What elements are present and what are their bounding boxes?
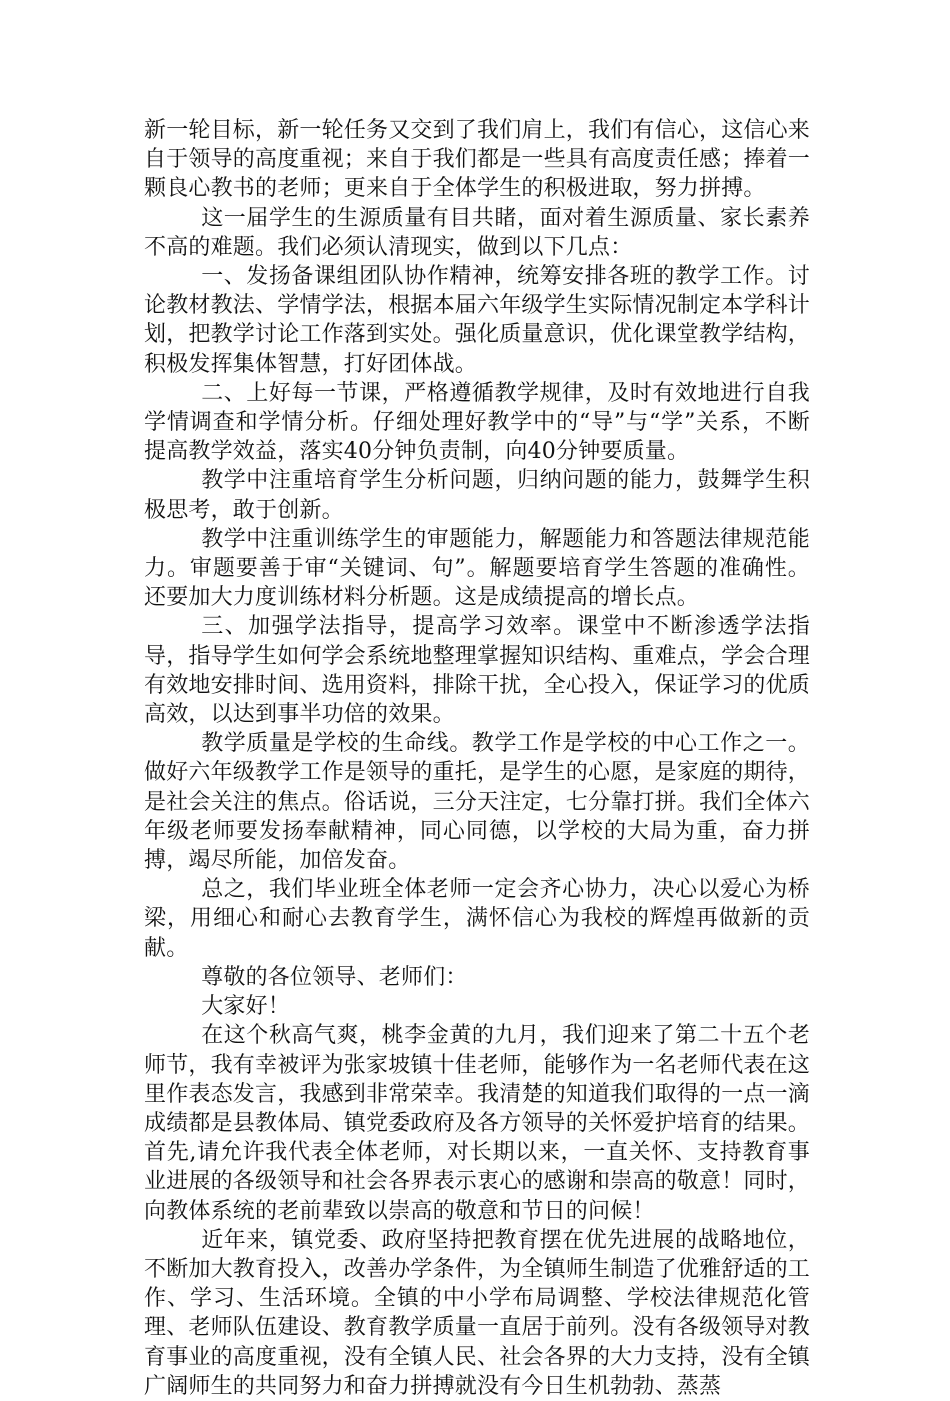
paragraph-intro: 新一轮目标，新一轮任务又交到了我们肩上，我们有信心，这信心来自于领导的高度重视；来自于我们都是一些具有高度责任感；捧着一颗良心教书的老师；更来自于全体学生的积极进取，努力拼搏。 — [144, 118, 811, 202]
paragraph-student-quality: 这一届学生的生源质量有目共睹，面对着生源质量、家长素养不高的难题。我们必须认清现实，做到以下几点： — [144, 205, 810, 260]
paragraph-teaching-quality: 教学质量是学校的生命线。教学工作是学校的中心工作之一。做好六年级教学工作是领导的重托，是学生的心愿，是家庭的期待，是社会关注的焦点。俗话说，三分天注定，七分靠打拼。我们全体六年级老师要发扬奉献精神，同心同德，以学校的大局为重，奋力拼搏，竭尽所能，加倍发奋。 — [144, 731, 811, 874]
paragraph-question-review: 教学中注重训练学生的审题能力，解题能力和答题法律规范能力。审题要善于审“关键词、句”。解题要培育学生答题的准确性。还要加大力度训练材料分析题。这是成绩提高的增长点。 — [144, 526, 810, 611]
paragraph-greeting: 大家好！ — [201, 994, 290, 1020]
paragraph-point-two: 二、上好每一节课，严格遵循教学规律，及时有效地进行自我学情调查和学情分析。仔细处理好教学中的“导”与“学”关系，不断提高教学效益，落实40分钟负责制，向40分钟要质量。 — [144, 380, 810, 465]
paragraph-teachers-day: 在这个秋高气爽，桃李金黄的九月，我们迎来了第二十五个老师节，我有幸被评为张家坡镇十佳老师，能够作为一名老师代表在这里作表态发言，我感到非常荣幸。我清楚的知道我们取得的一点一滴成绩都是县教体局、镇党委政府及各方领导的关怀爱护培育的结果。首先,请允许我代表全体老师，对长期以来，一直关怀、支持教育事业进展的各级领导和社会各界表示衷心的感谢和崇高的敬意！同时，向教体系统的老前辈致以崇高的敬意和节日的问候！ — [144, 1023, 811, 1224]
paragraph-conclusion: 总之，我们毕业班全体老师一定会齐心协力，决心以爱心为桥梁，用细心和耐心去教育学生，满怀信心为我校的辉煌再做新的贡献。 — [144, 877, 810, 961]
paragraph-recent-years: 近年来，镇党委、政府坚持把教育摆在优先进展的战略地位，不断加大教育投入，改善办学条件，为全镇师生制造了优雅舒适的工作、学习、生活环境。全镇的中小学布局调整、学校法律规范化管理、老师队伍建设、教育教学质量一直居于前列。没有各级领导对教育事业的高度重视，没有全镇人民、社会各界的大力支持，没有全镇广阔师生的共同努力和奋力拼搏就没有今日生机勃勃、蒸蒸 — [144, 1227, 811, 1399]
document-body — [144, 116, 810, 1401]
paragraph-point-one: 一、发扬备课组团队协作精神，统筹安排各班的教学工作。讨论教材教法、学情学法，根据本届六年级学生实际情况制定本学科计划，把教学讨论工作落到实处。强化质量意识，优化课堂教学结构，积极发挥集体智慧，打好团体战。 — [144, 264, 811, 377]
paragraph-salutation: 尊敬的各位领导、老师们： — [201, 964, 468, 990]
paragraph-point-three: 三、加强学法指导，提高学习效率。课堂中不断渗透学法指导，指导学生如何学会系统地整理掌握知识结构、重难点，学会合理有效地安排时间、选用资料，排除干扰，全心投入，保证学习的优质高效，以达到事半功倍的效果。 — [144, 614, 811, 728]
paragraph-analysis: 教学中注重培育学生分析问题，归纳问题的能力，鼓舞学生积极思考，敢于创新。 — [144, 468, 810, 523]
